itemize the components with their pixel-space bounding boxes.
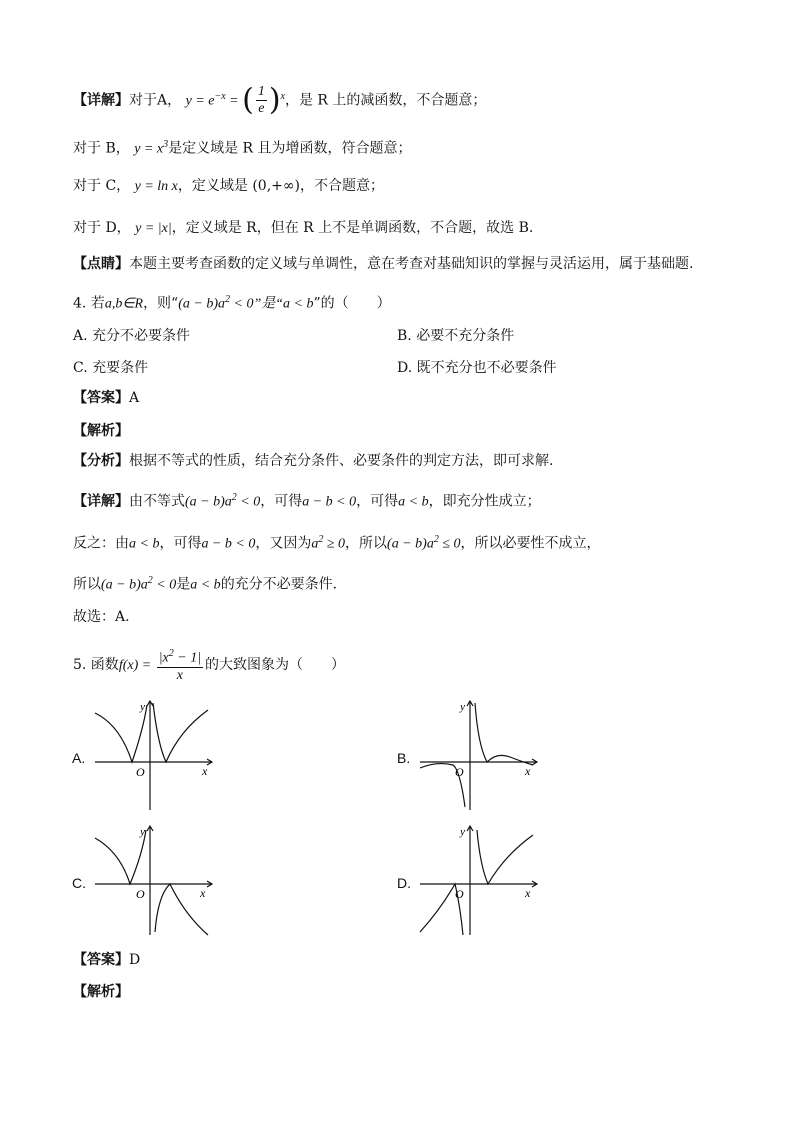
comment-tag: 【点睛】 [73,256,129,272]
graph-b [415,695,545,815]
svg-text:x: x [202,764,208,778]
q4-option-c: C. 充要条件 [73,360,149,376]
q3-option-d-line: 对于 D， y = |x|，定义域是 R，但在 R 上不是单调函数，不合题，故选 B. [73,220,534,236]
q4-thinking: 【分析】根据不等式的性质，结合充分条件、必要条件的判定方法，即可求解. [73,453,554,469]
curve-right [477,830,533,884]
q4-conclusion: 所以$(a - b)a^2 < 0$是a < b的充分不必要条件. [73,575,338,593]
graph-label-d: D. [397,875,411,891]
q4-option-a: A. 充分不必要条件 [73,328,191,344]
fraction: $\frac{1}{e}$ [257,84,265,116]
q4-choose: 故选：A. [73,609,130,625]
svg-text:O: O [136,765,145,779]
q3-option-c-line: 对于 C， y = ln x，定义域是 (0,+∞)，不合题意； [73,178,385,194]
q4-analysis-heading [73,421,129,441]
graph-c [90,820,220,940]
answer-tag: 【答案】 [73,390,129,406]
thinking-tag: 【分析】 [73,453,129,469]
q4-answer: 【答案】A [73,390,140,406]
curve-left [95,705,147,762]
graph-a [90,695,220,815]
svg-text:O: O [455,887,464,901]
graph-label-a: A. [72,750,86,766]
svg-text:y: y [140,701,145,713]
graph-d [415,820,545,940]
curve-right [153,703,208,762]
q5-analysis-heading: 【解析】 [73,984,129,1000]
curve-right [475,703,533,765]
q3-option-b-line: 对于 B， $y = x^3$是定义域是 R 且为增函数，符合题意； [73,139,412,157]
graph-label-c: C. [72,875,86,891]
q5-stem: 5. 函数f(x) = $\frac{|x^2 - 1|}{x}$ 的大致图象为（ ） [73,648,346,683]
svg-text:x: x [525,886,531,900]
svg-text:x: x [525,764,531,778]
analysis-tag: 【解析】 [73,423,129,439]
svg-text:O: O [136,887,145,901]
svg-text:O: O [455,765,464,779]
q3-comment: 【点睛】本题主要考查函数的定义域与单调性，意在考查对基础知识的掌握与灵活运用，属于基础题. [73,256,694,272]
svg-text:y: y [460,701,465,713]
q4-option-d: D. 既不充分也不必要条件 [397,360,557,376]
q3-detail-line: 【详解】对于A， $y = e^{-x}$ = ( $\frac{1}{e}$ )$^x$，是 R 上的减函数，不合题意； [73,82,487,118]
svg-text:y: y [460,826,465,838]
svg-text:x: x [200,886,206,900]
graph-label-b: B. [397,750,411,766]
curve-left [95,830,146,884]
detail-tag: 【详解】 [73,92,129,109]
fraction: $\frac{|x^2 - 1|}{x}$ [158,648,202,683]
svg-text:y: y [140,826,145,838]
q4-option-b: B. 必要不充分条件 [397,328,515,344]
q5-answer: 【答案】D [73,952,141,968]
q4-detail: 【详解】由不等式$(a - b)a^2 < 0$，可得a − b < 0，可得a < b，即充分性成立； [73,492,541,510]
q4-stem: 4. 若a,b∈R，则“$(a - b)a^2 < 0$”是“a < b”的（ ） [73,294,391,312]
q4-converse: 反之：由a < b，可得a − b < 0，又因为$a^2 \ge 0$，所以$(a - b)a^2 \le 0$，所以必要性不成立， [73,534,601,552]
